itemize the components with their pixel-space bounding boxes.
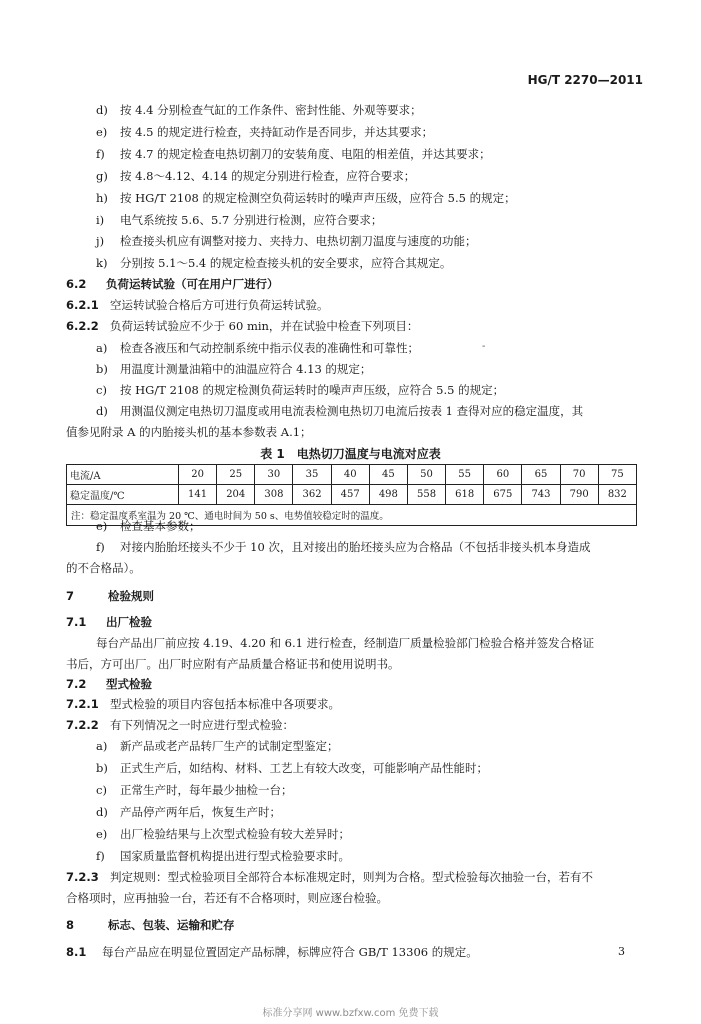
document-code-header: HG/T 2270—2011 — [527, 73, 643, 87]
list-item — [96, 233, 661, 249]
section-heading-7-1 — [66, 614, 661, 630]
list-text: 出厂检验结果与上次型式检验有较大差异时； — [120, 827, 350, 841]
list-text: 正常生产时，每年最少抽检一台； — [120, 783, 293, 797]
list-item — [96, 403, 661, 419]
list-label: f) — [96, 147, 105, 161]
table-cell: 832 — [598, 485, 636, 505]
table-cell: 55 — [446, 465, 484, 485]
clause-text: 每台产品应在明显位置固定产品标牌，标牌应符合 GB/T 13306 的规定。 — [102, 945, 478, 959]
clause-text: 有下列情况之一时应进行型式检验： — [110, 718, 294, 732]
list-text: 按 HG/T 2108 的规定检测空负荷运转时的噪声声压级，应符合 5.5 的规定； — [120, 191, 516, 205]
table-cell: 20 — [179, 465, 217, 485]
table-cell: 308 — [255, 485, 293, 505]
section-title: 标志、包装、运输和贮存 — [108, 918, 235, 932]
list-item — [96, 212, 661, 228]
section-heading-7 — [66, 588, 661, 604]
clause-text: 负荷运转试验应不少于 60 min，并在试验中检查下列项目： — [110, 319, 419, 333]
paragraph: 每台产品出厂前应按 4.19、4.20 和 6.1 进行检查，经制造厂质量检验部门检验合格并签发合格证 — [96, 636, 595, 650]
section-heading-8 — [66, 917, 661, 933]
table-row — [67, 485, 637, 505]
list-label: e) — [96, 519, 108, 533]
table-cell: 790 — [560, 485, 598, 505]
list-item — [96, 804, 661, 820]
list-text: 按 HG/T 2108 的规定检测负荷运转时的噪声声压级，应符合 5.5 的规定； — [120, 383, 505, 397]
clause-7-2-3 — [66, 869, 661, 885]
table-cell: 362 — [293, 485, 331, 505]
table-cell: 30 — [255, 465, 293, 485]
list-item — [96, 760, 661, 776]
table-cell: 35 — [293, 465, 331, 485]
list-label: e) — [96, 125, 108, 139]
clause-number: 7.2.3 — [66, 870, 99, 884]
list-item — [96, 168, 661, 184]
clause-6-2-2 — [66, 318, 661, 334]
clause-continuation: 合格项时，应再抽验一台，若还有不合格项时，则应逐台检验。 — [66, 891, 388, 905]
table-note: 注：稳定温度系室温为 20 ℃、通电时间为 50 s、电势值较稳定时的温度。 — [67, 505, 637, 526]
row-header-temperature: 稳定温度/℃ — [67, 485, 179, 505]
list-text: 对接内胎胎坯接头不少于 10 次，且对接出的胎坯接头应为合格品（不包括非接头机本身造成 — [120, 540, 591, 554]
list-label: c) — [96, 783, 107, 797]
table-cell: 70 — [560, 465, 598, 485]
table-cell: 60 — [484, 465, 522, 485]
clause-number: 6.2.2 — [66, 319, 99, 333]
table-cell: 457 — [331, 485, 369, 505]
clause-text: 型式检验的项目内容包括本标准中各项要求。 — [110, 697, 340, 711]
list-label: a) — [96, 341, 108, 355]
list-label: d) — [96, 103, 108, 117]
table-cell: 40 — [331, 465, 369, 485]
table-cell: 25 — [217, 465, 255, 485]
list-text: 检查基本参数； — [120, 519, 201, 533]
table-cell: 618 — [446, 485, 484, 505]
list-item — [96, 848, 661, 864]
list-label: i) — [96, 213, 105, 227]
list-item — [96, 826, 661, 842]
section-title: 检验规则 — [108, 589, 154, 603]
table-row — [67, 465, 637, 485]
paragraph-continuation: 书后，方可出厂。出厂时应附有产品质量合格证书和使用说明书。 — [66, 657, 400, 671]
section-number: 6.2 — [66, 277, 87, 291]
list-text: 用测温仪测定电热切刀温度或用电流表检测电热切刀电流后按表 1 查得对应的稳定温度，其 — [120, 404, 584, 418]
section-title: 出厂检验 — [106, 615, 152, 629]
section-title: 型式检验 — [106, 677, 152, 691]
list-item-continuation: 的不合格品）。 — [66, 561, 141, 575]
clause-text: 判定规则：型式检验项目全部符合本标准规定时，则判为合格。型式检验每次抽验一台，若有不 — [110, 870, 593, 884]
list-label: h) — [96, 191, 108, 205]
table-cell: 141 — [179, 485, 217, 505]
list-text: 用温度计测量油箱中的油温应符合 4.13 的规定； — [120, 362, 372, 376]
stray-mark: - — [482, 341, 486, 352]
list-label: f) — [96, 849, 105, 863]
list-text: 分别按 5.1～5.4 的规定检查接头机的安全要求，应符合其规定。 — [120, 256, 452, 270]
list-item — [96, 738, 661, 754]
section-number: 7 — [66, 589, 75, 603]
clause-number: 7.2.1 — [66, 697, 99, 711]
footer-watermark: 标准分享网 www.bzfxw.com 免费下载 — [262, 1008, 439, 1019]
page-number: 3 — [618, 945, 625, 958]
list-text: 电气系统按 5.6、5.7 分别进行检测，应符合要求； — [120, 213, 383, 227]
section-heading-7-2 — [66, 676, 661, 692]
table-cell: 75 — [598, 465, 636, 485]
clause-number: 8.1 — [66, 945, 87, 959]
table-cell: 498 — [369, 485, 407, 505]
row-header-current: 电流/A — [67, 465, 179, 485]
clause-7-2-2 — [66, 717, 661, 733]
table-cell: 50 — [407, 465, 445, 485]
clause-8-1 — [66, 944, 661, 960]
clause-text: 空运转试验合格后方可进行负荷运转试验。 — [110, 298, 329, 312]
list-text: 产品停产两年后，恢复生产时； — [120, 805, 281, 819]
clause-number: 6.2.1 — [66, 298, 99, 312]
list-item — [96, 102, 661, 118]
section-number: 7.1 — [66, 615, 87, 629]
list-text: 新产品或老产品转厂生产的试制定型鉴定； — [120, 739, 339, 753]
list-label: e) — [96, 827, 108, 841]
list-item — [96, 190, 661, 206]
clause-7-2-1 — [66, 696, 661, 712]
list-item — [96, 124, 661, 140]
current-temperature-table — [66, 464, 637, 526]
table-cell: 204 — [217, 485, 255, 505]
list-label: c) — [96, 383, 107, 397]
table-cell: 558 — [407, 485, 445, 505]
list-label: g) — [96, 169, 108, 183]
section-number: 8 — [66, 918, 75, 932]
list-label: a) — [96, 739, 108, 753]
list-item — [96, 361, 661, 377]
list-label: b) — [96, 761, 108, 775]
table-caption: 表 1 电热切刀温度与电流对应表 — [260, 447, 441, 461]
list-text: 按 4.4 分别检查气缸的工作条件、密封性能、外观等要求； — [120, 103, 422, 117]
list-label: b) — [96, 362, 108, 376]
list-label: j) — [96, 234, 105, 248]
table-cell: 65 — [522, 465, 560, 485]
list-item — [96, 782, 661, 798]
table-cell: 45 — [369, 465, 407, 485]
list-text: 检查接头机应有调整对接力、夹持力、电热切割刀温度与速度的功能； — [120, 234, 477, 248]
table-cell: 743 — [522, 485, 560, 505]
list-text: 按 4.7 的规定检查电热切割刀的安装角度、电阻的相差值，并达其要求； — [120, 147, 491, 161]
list-item — [96, 340, 661, 356]
list-text: 正式生产后，如结构、材料、工艺上有较大改变，可能影响产品性能时； — [120, 761, 488, 775]
section-title: 负荷运转试验（可在用户厂进行） — [106, 277, 279, 291]
list-label: d) — [96, 805, 108, 819]
list-item — [96, 255, 661, 271]
list-item — [96, 539, 661, 555]
clause-number: 7.2.2 — [66, 718, 99, 732]
list-item-continuation: 值参见附录 A 的内胎接头机的基本参数表 A.1； — [66, 425, 312, 439]
list-label: k) — [96, 256, 108, 270]
list-item — [96, 518, 661, 534]
list-label: f) — [96, 540, 105, 554]
section-heading-6-2 — [66, 276, 661, 292]
list-item — [96, 146, 661, 162]
list-text: 按 4.5 的规定进行检查，夹持缸动作是否同步，并达其要求； — [120, 125, 434, 139]
table-cell: 675 — [484, 485, 522, 505]
section-number: 7.2 — [66, 677, 87, 691]
list-text: 国家质量监督机构提出进行型式检验要求时。 — [120, 849, 350, 863]
clause-6-2-1 — [66, 297, 661, 313]
list-text: 按 4.8～4.12、4.14 的规定分别进行检查，应符合要求； — [120, 169, 416, 183]
list-label: d) — [96, 404, 108, 418]
list-item — [96, 382, 661, 398]
list-text: 检查各液压和气动控制系统中指示仪表的准确性和可靠性； — [120, 341, 419, 355]
